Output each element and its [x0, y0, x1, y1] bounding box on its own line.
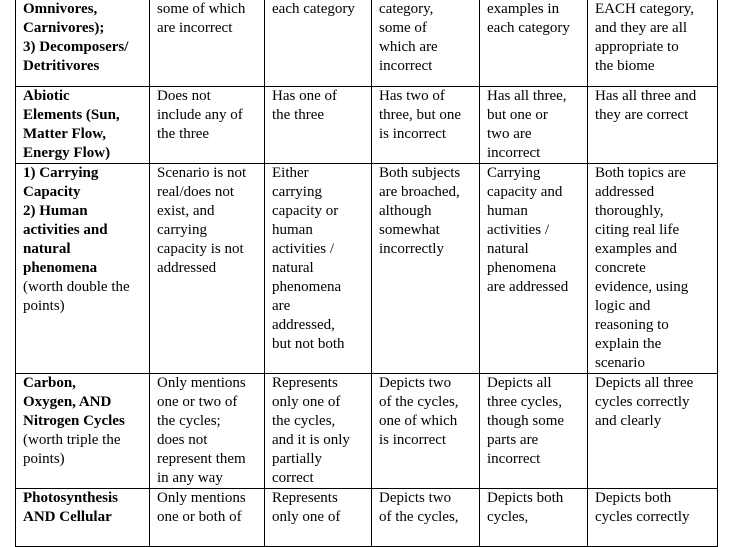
score-cell — [265, 374, 372, 489]
criterion-line: (worth double the — [23, 279, 130, 295]
cell-line: Has one of — [272, 88, 337, 104]
cell-line: the three — [157, 126, 210, 142]
score-cell — [372, 87, 480, 164]
cell-line: activities / — [272, 241, 335, 257]
cell-line: carrying — [157, 222, 207, 238]
cell-line: Both subjects — [379, 165, 461, 181]
cell-line: some of — [379, 20, 427, 36]
score-cell — [372, 164, 480, 374]
score-cell — [265, 87, 372, 164]
cell-line: incorrect — [487, 145, 541, 161]
cell-line: Either — [272, 165, 309, 181]
cell-line: phenomena — [487, 260, 557, 276]
cell-line: each category — [487, 20, 570, 36]
score-cell — [588, 374, 718, 489]
criterion-line: Omnivores, — [23, 1, 98, 17]
cell-line: does not — [157, 432, 208, 448]
cell-line: and it is only — [272, 432, 350, 448]
score-cell — [150, 0, 265, 87]
cell-line: Depicts all three — [595, 375, 694, 391]
cell-line: cycles correctly — [595, 509, 690, 525]
score-cell — [588, 87, 718, 164]
cell-line: concrete — [595, 260, 646, 276]
criterion-line: activities and — [23, 222, 108, 238]
criterion-cell — [16, 0, 150, 87]
criterion-line: Oxygen, AND — [23, 394, 112, 410]
cell-line: Represents — [272, 375, 338, 391]
cell-line: Has all three, — [487, 88, 567, 104]
cell-line: is incorrect — [379, 126, 447, 142]
cell-line: Depicts both — [595, 490, 672, 506]
cell-line: three cycles, — [487, 394, 562, 410]
cell-line: addressed — [595, 184, 655, 200]
cell-line: incorrect — [487, 451, 541, 467]
score-cell — [372, 0, 480, 87]
cell-line: cycles, — [487, 509, 529, 525]
cell-line: in any way — [157, 470, 223, 486]
cell-line: one or both of — [157, 509, 242, 525]
cell-line: the cycles, — [272, 413, 336, 429]
cell-line: exist, and — [157, 203, 215, 219]
criterion-line: points) — [23, 451, 65, 467]
score-cell — [480, 87, 588, 164]
cell-line: addressed, — [272, 317, 335, 333]
score-cell — [150, 164, 265, 374]
criterion-line: Carnivores); — [23, 20, 105, 36]
cell-line: the biome — [595, 58, 655, 74]
cell-line: evidence, using — [595, 279, 689, 295]
criterion-line: Energy Flow) — [23, 145, 111, 161]
criterion-line: (worth triple the — [23, 432, 121, 448]
cell-line: are incorrect — [157, 20, 233, 36]
cell-line: explain the — [595, 336, 662, 352]
cell-line: capacity is not — [157, 241, 244, 257]
cell-line: the cycles; — [157, 413, 221, 429]
criterion-line: Matter Flow, — [23, 126, 107, 142]
cell-line: natural — [272, 260, 314, 276]
table-row — [16, 0, 718, 87]
cell-line: Only mentions — [157, 490, 246, 506]
cell-line: citing real life — [595, 222, 680, 238]
cell-line: Only mentions — [157, 375, 246, 391]
cell-line: Scenario is not — [157, 165, 247, 181]
cell-line: Does not — [157, 88, 211, 104]
cell-line: capacity or — [272, 203, 339, 219]
cell-line: Depicts two — [379, 490, 452, 506]
cell-line: Depicts all — [487, 375, 552, 391]
score-cell — [150, 374, 265, 489]
cell-line: and they are all — [595, 20, 688, 36]
cell-line: are broached, — [379, 184, 460, 200]
cell-line: incorrect — [379, 58, 433, 74]
cell-line: scenario — [595, 355, 645, 371]
score-cell — [150, 489, 265, 547]
criterion-line: 3) Decomposers/ — [23, 39, 129, 55]
cell-line: capacity and — [487, 184, 563, 200]
cell-line: some of which — [157, 1, 246, 17]
criterion-line: Elements (Sun, — [23, 107, 120, 123]
cell-line: thoroughly, — [595, 203, 664, 219]
cell-line: and clearly — [595, 413, 662, 429]
cell-line: real/does not — [157, 184, 235, 200]
criterion-line: Photosynthesis — [23, 490, 119, 506]
cell-line: of the cycles, — [379, 509, 459, 525]
cell-line: category, — [379, 1, 434, 17]
cell-line: they are correct — [595, 107, 689, 123]
cell-line: the three — [272, 107, 325, 123]
criterion-line: natural — [23, 241, 71, 257]
score-cell — [480, 164, 588, 374]
cell-line: Has all three and — [595, 88, 697, 104]
cell-line: of the cycles, — [379, 394, 459, 410]
score-cell — [265, 489, 372, 547]
cell-line: phenomena — [272, 279, 342, 295]
cell-line: examples in — [487, 1, 560, 17]
cell-line: though some — [487, 413, 565, 429]
cell-line: three, but one — [379, 107, 462, 123]
cell-line: each category — [272, 1, 355, 17]
criterion-line: points) — [23, 298, 65, 314]
score-cell — [372, 374, 480, 489]
cell-line: examples and — [595, 241, 678, 257]
table-row — [16, 489, 718, 547]
cell-line: although — [379, 203, 432, 219]
cell-line: reasoning to — [595, 317, 669, 333]
table-row — [16, 374, 718, 489]
cell-line: somewhat — [379, 222, 440, 238]
cell-line: partially — [272, 451, 322, 467]
cell-line: Depicts two — [379, 375, 452, 391]
score-cell — [480, 0, 588, 87]
cell-line: but not both — [272, 336, 345, 352]
criterion-cell — [16, 374, 150, 489]
cell-line: one of which — [379, 413, 458, 429]
cell-line: EACH category, — [595, 1, 694, 17]
table-row — [16, 164, 718, 374]
cell-line: Both topics are — [595, 165, 686, 181]
cell-line: include any of — [157, 107, 243, 123]
cell-line: two are — [487, 126, 532, 142]
criterion-cell — [16, 489, 150, 547]
score-cell — [588, 0, 718, 87]
score-cell — [480, 489, 588, 547]
cell-line: activities / — [487, 222, 550, 238]
criterion-line: Carbon, — [23, 375, 76, 391]
cell-line: natural — [487, 241, 529, 257]
cell-line: are — [272, 298, 291, 314]
rubric-body — [16, 0, 718, 547]
cell-line: only one of — [272, 394, 341, 410]
cell-line: only one of — [272, 509, 341, 525]
cell-line: which are — [379, 39, 438, 55]
criterion-line: Nitrogen Cycles — [23, 413, 125, 429]
cell-line: but one or — [487, 107, 548, 123]
cell-line: cycles correctly — [595, 394, 690, 410]
cell-line: represent them — [157, 451, 246, 467]
cell-line: human — [272, 222, 313, 238]
score-cell — [480, 374, 588, 489]
criterion-line: AND Cellular — [23, 509, 112, 525]
criterion-line: Abiotic — [23, 88, 70, 104]
cell-line: addressed — [157, 260, 217, 276]
score-cell — [372, 489, 480, 547]
cell-line: is incorrect — [379, 432, 447, 448]
cell-line: appropriate to — [595, 39, 679, 55]
cell-line: human — [487, 203, 528, 219]
cell-line: Represents — [272, 490, 338, 506]
cell-line: Carrying — [487, 165, 541, 181]
cell-line: one or two of — [157, 394, 238, 410]
cell-line: Depicts both — [487, 490, 564, 506]
cell-line: are addressed — [487, 279, 569, 295]
cell-line: correct — [272, 470, 314, 486]
score-cell — [150, 87, 265, 164]
score-cell — [265, 164, 372, 374]
cell-line: carrying — [272, 184, 322, 200]
cell-line: Has two of — [379, 88, 445, 104]
rubric-table — [15, 0, 718, 547]
score-cell — [588, 489, 718, 547]
cell-line: parts are — [487, 432, 539, 448]
criterion-cell — [16, 87, 150, 164]
criterion-line: Capacity — [23, 184, 81, 200]
criterion-line: Detritivores — [23, 58, 100, 74]
cell-line: logic and — [595, 298, 651, 314]
cell-line: incorrectly — [379, 241, 444, 257]
score-cell — [265, 0, 372, 87]
criterion-cell — [16, 164, 150, 374]
criterion-line: 1) Carrying — [23, 165, 99, 181]
table-row — [16, 87, 718, 164]
score-cell — [588, 164, 718, 374]
criterion-line: 2) Human — [23, 203, 88, 219]
criterion-line: phenomena — [23, 260, 98, 276]
